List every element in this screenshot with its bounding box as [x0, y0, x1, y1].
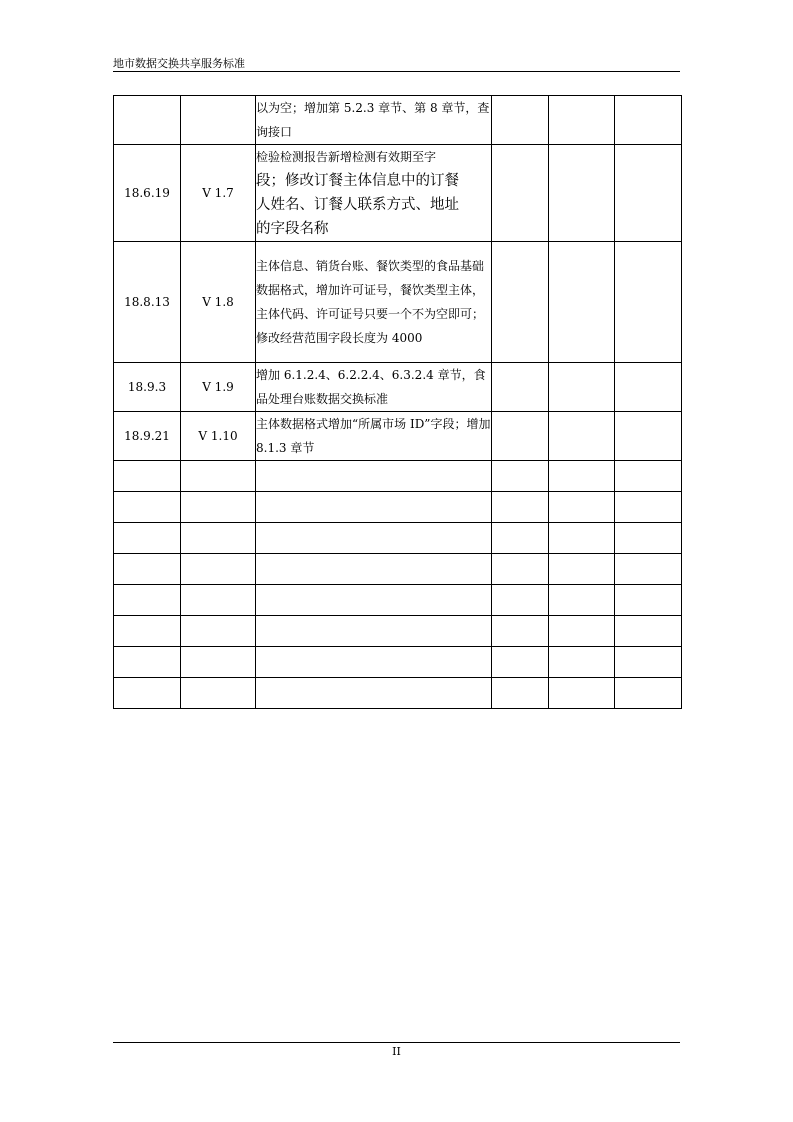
empty-cell — [114, 678, 181, 709]
empty-cell — [549, 585, 615, 616]
description-cell: 主体数据格式增加“所属市场 ID”字段；增加 8.1.3 章节 — [256, 412, 492, 461]
empty-cell — [181, 647, 256, 678]
empty-cell — [256, 585, 492, 616]
table-row — [114, 678, 682, 709]
empty-cell — [615, 96, 682, 145]
empty-cell — [549, 492, 615, 523]
empty-cell — [492, 363, 549, 412]
empty-cell — [114, 461, 181, 492]
empty-cell — [492, 523, 549, 554]
empty-cell — [492, 412, 549, 461]
empty-cell — [615, 647, 682, 678]
table-row — [114, 461, 682, 492]
empty-cell — [256, 492, 492, 523]
description-line: 人姓名、订餐人联系方式、地址 — [256, 197, 459, 213]
empty-cell — [492, 647, 549, 678]
empty-cell — [256, 523, 492, 554]
table-row — [114, 523, 682, 554]
empty-cell — [549, 523, 615, 554]
empty-cell — [549, 678, 615, 709]
table-row — [114, 363, 682, 412]
empty-cell — [181, 492, 256, 523]
description-cell: 以为空；增加第 5.2.3 章节、第 8 章节，查询接口 — [256, 96, 492, 145]
empty-cell — [181, 523, 256, 554]
empty-cell — [114, 616, 181, 647]
table-row — [114, 96, 682, 145]
date-cell: 18.6.19 — [114, 145, 181, 242]
empty-cell — [549, 363, 615, 412]
empty-cell — [492, 678, 549, 709]
empty-cell — [492, 242, 549, 363]
empty-cell — [615, 363, 682, 412]
version-cell — [181, 96, 256, 145]
empty-cell — [492, 492, 549, 523]
description-line: 段；修改订餐主体信息中的订餐 — [256, 173, 459, 189]
empty-cell — [615, 412, 682, 461]
empty-cell — [114, 647, 181, 678]
table-row — [114, 616, 682, 647]
empty-cell — [114, 554, 181, 585]
table-row — [114, 242, 682, 363]
empty-cell — [549, 412, 615, 461]
empty-cell — [549, 96, 615, 145]
version-cell: V 1.8 — [181, 242, 256, 363]
empty-cell — [615, 461, 682, 492]
table-row — [114, 647, 682, 678]
empty-cell — [615, 145, 682, 242]
empty-cell — [615, 585, 682, 616]
empty-cell — [181, 678, 256, 709]
footer-rule — [113, 1042, 680, 1043]
empty-cell — [615, 523, 682, 554]
version-cell: V 1.7 — [181, 145, 256, 242]
empty-cell — [256, 554, 492, 585]
empty-cell — [181, 585, 256, 616]
empty-cell — [114, 492, 181, 523]
empty-cell — [181, 461, 256, 492]
page-number: II — [392, 1045, 401, 1058]
description-line: 的字段名称 — [256, 221, 329, 237]
empty-cell — [549, 145, 615, 242]
empty-cell — [256, 647, 492, 678]
empty-cell — [256, 616, 492, 647]
empty-cell — [181, 616, 256, 647]
empty-cell — [615, 242, 682, 363]
empty-cell — [549, 554, 615, 585]
revision-history-table — [113, 95, 682, 709]
table-row — [114, 585, 682, 616]
description-line: 检验检测报告新增检测有效期至字 — [256, 150, 437, 164]
date-cell — [114, 96, 181, 145]
header-rule — [113, 71, 680, 72]
empty-cell — [492, 585, 549, 616]
empty-cell — [615, 554, 682, 585]
empty-cell — [256, 678, 492, 709]
version-cell: V 1.9 — [181, 363, 256, 412]
date-cell: 18.9.3 — [114, 363, 181, 412]
empty-cell — [492, 145, 549, 242]
description-cell: 增加 6.1.2.4、6.2.2.4、6.3.2.4 章节，食品处理台账数据交换标准 — [256, 363, 492, 412]
empty-cell — [492, 616, 549, 647]
date-cell: 18.9.21 — [114, 412, 181, 461]
empty-cell — [181, 554, 256, 585]
table-row — [114, 412, 682, 461]
empty-cell — [549, 616, 615, 647]
version-cell: V 1.10 — [181, 412, 256, 461]
empty-cell — [615, 492, 682, 523]
description-cell: 主体信息、销货台账、餐饮类型的食品基础数据格式，增加许可证号，餐饮类型主体，主体代码、许可证号只要一个不为空即可；修改经营范围字段长度为 4000 — [256, 242, 492, 363]
empty-cell — [492, 96, 549, 145]
empty-cell — [492, 554, 549, 585]
empty-rows — [114, 461, 682, 709]
empty-cell — [549, 647, 615, 678]
empty-cell — [256, 461, 492, 492]
table-row — [114, 554, 682, 585]
empty-cell — [615, 678, 682, 709]
empty-cell — [114, 585, 181, 616]
empty-cell — [492, 461, 549, 492]
date-cell: 18.8.13 — [114, 242, 181, 363]
empty-cell — [549, 461, 615, 492]
description-cell — [256, 145, 492, 242]
running-header: 地市数据交换共享服务标准 — [113, 57, 245, 70]
empty-cell — [114, 523, 181, 554]
empty-cell — [615, 616, 682, 647]
table-row — [114, 145, 682, 242]
empty-cell — [549, 242, 615, 363]
table-row — [114, 492, 682, 523]
